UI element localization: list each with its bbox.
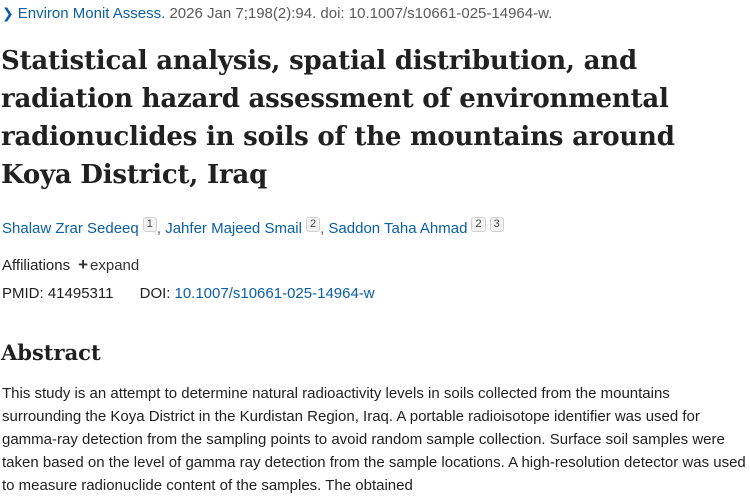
article-title: Statistical analysis, spatial distribution, and radiation hazard assessment of environmental radionuclides in soils of the mountains around Koya District, Iraq bbox=[1, 46, 675, 190]
author-link-2[interactable]: Jahfer Majeed Smail bbox=[165, 220, 302, 237]
citation-line bbox=[2, 3, 552, 24]
author-link-1[interactable]: Shalaw Zrar Sedeeq bbox=[2, 220, 139, 237]
doi-link[interactable]: 10.1007/s10661-025-14964-w bbox=[174, 285, 375, 302]
pmid-label: PMID: bbox=[2, 285, 44, 302]
doi-label: DOI: bbox=[139, 285, 171, 302]
affiliation-marker[interactable]: 2 bbox=[306, 217, 320, 232]
abstract-text: This study is an attempt to determine natural radioactivity levels in soils collected from the mountains surrounding the Koya District in the Kurdistan Region, Iraq. A portable radioisotope identifier was used for gamma-ray detection from the sampling points to avoid random sample collection. Surface soil samples were taken based on the level of gamma ray detection from the sample locations. A high-resolution detector was used to measure radionuclide content of the samples. The obtained bbox=[2, 385, 746, 494]
affiliation-marker[interactable]: 1 bbox=[143, 217, 157, 232]
author-list: Shalaw Zrar Sedeeq 1 , Jahfer Majeed Smail 2 , Saddon Taha Ahmad 2 3 bbox=[2, 217, 504, 240]
author-link-3[interactable]: Saddon Taha Ahmad bbox=[328, 220, 468, 237]
identifiers bbox=[2, 284, 375, 304]
affiliation-marker[interactable]: 3 bbox=[490, 217, 504, 232]
pmid-value: 41495311 bbox=[47, 285, 114, 302]
journal-link[interactable]: Environ Monit Assess. bbox=[17, 5, 166, 22]
abstract-heading: Abstract bbox=[1, 340, 101, 365]
plus-icon[interactable]: + bbox=[78, 255, 89, 274]
citation-details: 2026 Jan 7;198(2):94. doi: 10.1007/s10661-025-14964-w. bbox=[165, 5, 553, 22]
expand-label[interactable]: expand bbox=[90, 257, 140, 274]
affiliations-label: Affiliations bbox=[2, 257, 71, 274]
chevron-right-icon[interactable]: ❯ bbox=[2, 5, 14, 21]
affiliations-toggle[interactable] bbox=[2, 255, 139, 276]
affiliation-marker[interactable]: 2 bbox=[471, 217, 485, 232]
